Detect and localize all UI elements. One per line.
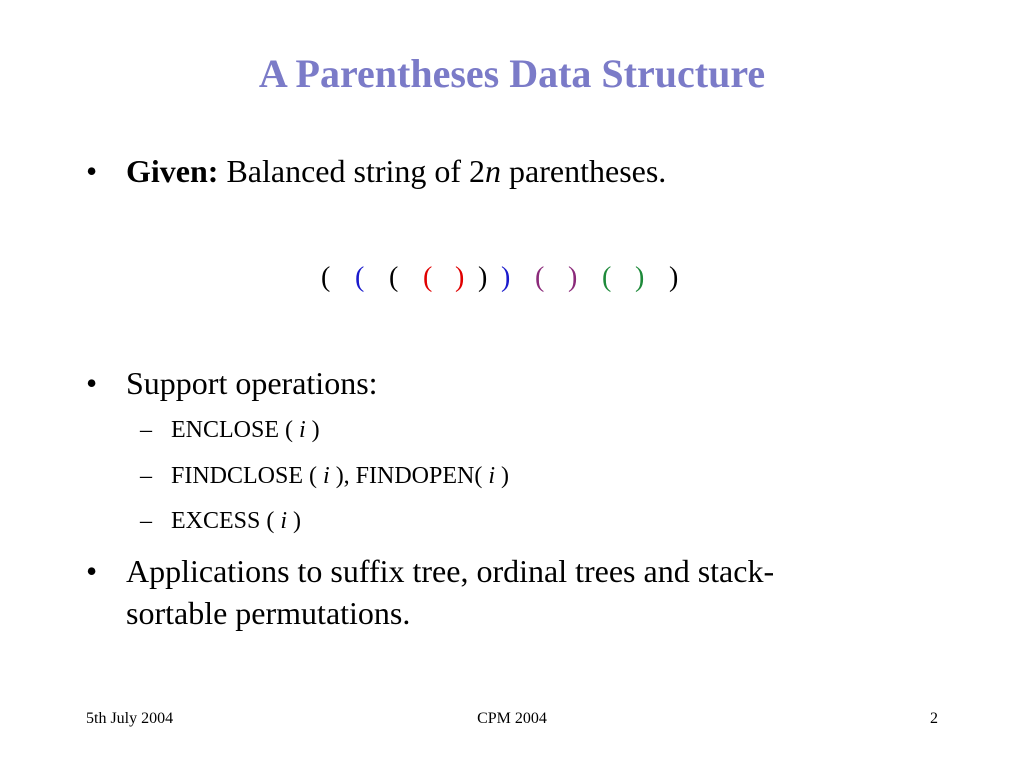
bullet-given — [126, 150, 666, 192]
paren-2: ( — [355, 262, 365, 293]
findclose-italic-i: i — [323, 463, 330, 489]
paren-9: ) — [568, 262, 578, 293]
footer-page-number: 2 — [930, 710, 938, 727]
paren-10: ( — [602, 262, 612, 293]
findopen-after: ) — [495, 463, 510, 489]
paren-12: ) — [669, 262, 679, 293]
bullet-marker: • — [86, 553, 98, 589]
bullet-applications-line1: Applications to suffix tree, ordinal trees and stack- — [126, 553, 775, 589]
given-text-before: Balanced string of 2 — [218, 153, 486, 189]
findclose-before: FINDCLOSE ( — [171, 463, 324, 489]
paren-1: ( — [321, 262, 331, 293]
findopen-italic-i: i — [488, 463, 496, 489]
bullet-marker: • — [86, 365, 98, 401]
enclose-after: ) — [305, 417, 320, 443]
excess-before: EXCESS ( — [171, 508, 281, 534]
sub-bullet-enclose — [171, 414, 320, 446]
parentheses-string — [0, 256, 1024, 300]
given-label: Given: — [126, 153, 219, 189]
given-italic-n: n — [485, 153, 502, 189]
sub-bullet-marker: – — [140, 417, 152, 443]
paren-3: ( — [389, 262, 399, 293]
given-text-after: parentheses. — [501, 153, 667, 189]
paren-8: ( — [535, 262, 545, 293]
excess-italic-i: i — [280, 508, 288, 534]
bullet-marker: • — [86, 153, 98, 189]
bullet-applications-line2: sortable permutations. — [126, 595, 411, 631]
footer-conference: CPM 2004 — [477, 710, 547, 727]
slide-title: A Parentheses Data Structure — [258, 51, 766, 96]
sub-bullet-marker: – — [140, 508, 152, 534]
paren-6: ) — [478, 262, 488, 293]
excess-after: ) — [287, 508, 302, 534]
findclose-mid: ), FINDOPEN( — [329, 463, 489, 489]
bullet-support-operations: Support operations: — [126, 365, 378, 401]
footer-date: 5th July 2004 — [86, 710, 174, 727]
enclose-italic-i: i — [299, 417, 306, 443]
sub-bullet-excess — [171, 505, 301, 537]
sub-bullet-marker: – — [140, 463, 152, 489]
enclose-before: ENCLOSE ( — [171, 417, 299, 443]
paren-5: ) — [455, 262, 465, 293]
paren-11: ) — [635, 262, 645, 293]
sub-bullet-findclose-findopen — [171, 460, 509, 492]
paren-7: ) — [501, 262, 511, 293]
paren-4: ( — [423, 262, 433, 293]
